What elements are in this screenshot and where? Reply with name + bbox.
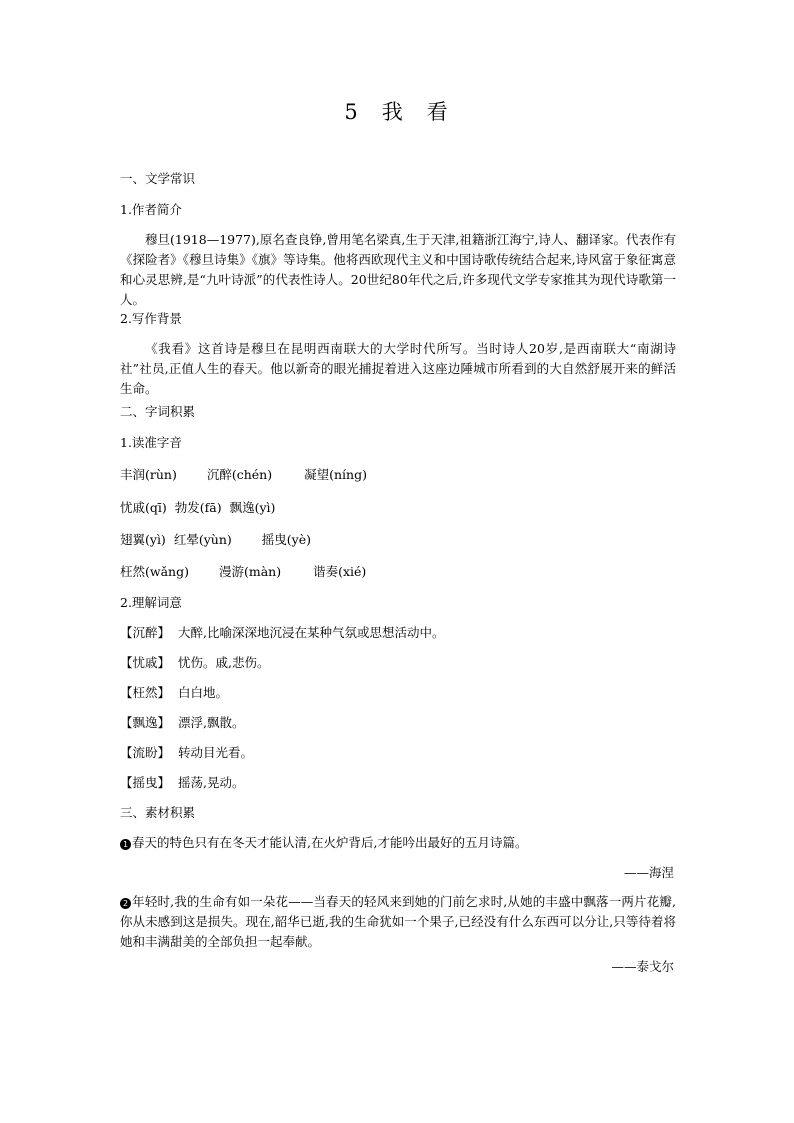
pronunciation-row — [120, 531, 311, 549]
definition-text: 白白地。 — [178, 685, 229, 700]
subheading-background: 2.写作背景 — [120, 311, 182, 326]
lesson-title-char-2: 看 — [426, 100, 450, 124]
section-heading-vocabulary: 二、字词积累 — [120, 404, 196, 419]
definition-text: 大醉,比喻深深地沉浸在某种气氛或思想活动中。 — [178, 625, 445, 640]
background-paragraph: 《我看》这首诗是穆旦在昆明西南联大的大学时代所写。当时诗人20岁,是西南联大“南湖诗社”社员,正值人生的春天。他以新奇的眼光捕捉着进入这座边陲城市所看到的大自然舒展开来的鲜活生命。 — [120, 341, 676, 396]
pinyin-item: 枉然(wǎng) — [120, 564, 189, 579]
pinyin-item: 忧戚(qī) — [120, 500, 167, 515]
definition-term: 【飘逸】 — [120, 715, 171, 730]
pinyin-item: 红晕(yùn) — [173, 532, 232, 547]
pinyin-item: 摇曳(yè) — [261, 532, 311, 547]
pronunciation-row — [120, 499, 275, 517]
subheading-word-meaning: 2.理解词意 — [120, 595, 182, 610]
pinyin-item: 凝望(níng) — [304, 467, 367, 482]
quote-author: ——泰戈尔 — [611, 959, 674, 974]
quote-author: ——海涅 — [623, 865, 674, 880]
pronunciation-row — [120, 466, 367, 484]
section-heading-literature: 一、文学常识 — [120, 171, 196, 186]
section-heading-materials: 三、素材积累 — [120, 805, 196, 820]
subheading-author-intro: 1.作者简介 — [120, 202, 182, 217]
definition-term: 【忧戚】 — [120, 655, 171, 670]
definition-item — [120, 684, 228, 702]
number-two-bullet-icon: 2 — [120, 898, 131, 909]
definition-text: 漂浮,飘散。 — [178, 715, 245, 730]
definition-item — [120, 714, 245, 732]
definition-term: 【流盼】 — [120, 745, 171, 760]
number-one-bullet-icon: 1 — [120, 839, 131, 850]
definition-item — [120, 744, 253, 762]
subheading-pronunciation: 1.读准字音 — [120, 435, 182, 450]
definition-term: 【枉然】 — [120, 685, 171, 700]
quote-paragraph — [120, 834, 527, 852]
definition-text: 转动目光看。 — [178, 745, 254, 760]
definition-item — [120, 624, 445, 642]
pinyin-item: 勃发(fā) — [174, 500, 222, 515]
definition-item — [120, 774, 245, 792]
pinyin-item: 飘逸(yì) — [229, 500, 276, 515]
pinyin-item: 沉醉(chén) — [206, 467, 273, 482]
definition-term: 【摇曳】 — [120, 775, 171, 790]
definition-text: 忧伤。戚,悲伤。 — [178, 655, 270, 670]
pinyin-item: 谐奏(xié) — [313, 564, 367, 579]
lesson-number: 5 — [344, 100, 360, 124]
pinyin-item: 翅翼(yì) — [120, 532, 166, 547]
lesson-title — [0, 96, 794, 126]
pinyin-item: 丰润(rùn) — [120, 467, 177, 482]
definition-term: 【沉醉】 — [120, 625, 171, 640]
quote-text: 年轻时,我的生命有如一朵花——当春天的轻风来到她的门前乞求时,从她的丰盛中飘落一两片花瓣,你从未感到这是损失。现在,韶华已逝,我的生命犹如一个果子,已经没有什么东西可以分让,只等待着将她和丰满甜美的全部负担一起奉献。 — [120, 894, 676, 949]
quote-text: 春天的特色只有在冬天才能认清,在火炉背后,才能吟出最好的五月诗篇。 — [132, 835, 528, 850]
author-intro-paragraph: 穆旦(1918—1977),原名查良铮,曾用笔名梁真,生于天津,祖籍浙江海宁,诗人、翻译家。代表作有《探险者》《穆旦诗集》《旗》等诗集。他将西欧现代主义和中国诗歌传统结合起来,诗风富于象征寓意和心灵思辨,是“九叶诗派”的代表性诗人。20世纪80年代之后,许多现代文学专家推其为现代诗歌第一人。 — [120, 232, 676, 307]
pinyin-item: 漫游(màn) — [218, 564, 282, 579]
definition-item — [120, 654, 270, 672]
lesson-title-char-1: 我 — [381, 100, 405, 124]
quote-paragraph — [120, 892, 676, 952]
definition-text: 摇荡,晃动。 — [178, 775, 245, 790]
pronunciation-row — [120, 563, 366, 581]
